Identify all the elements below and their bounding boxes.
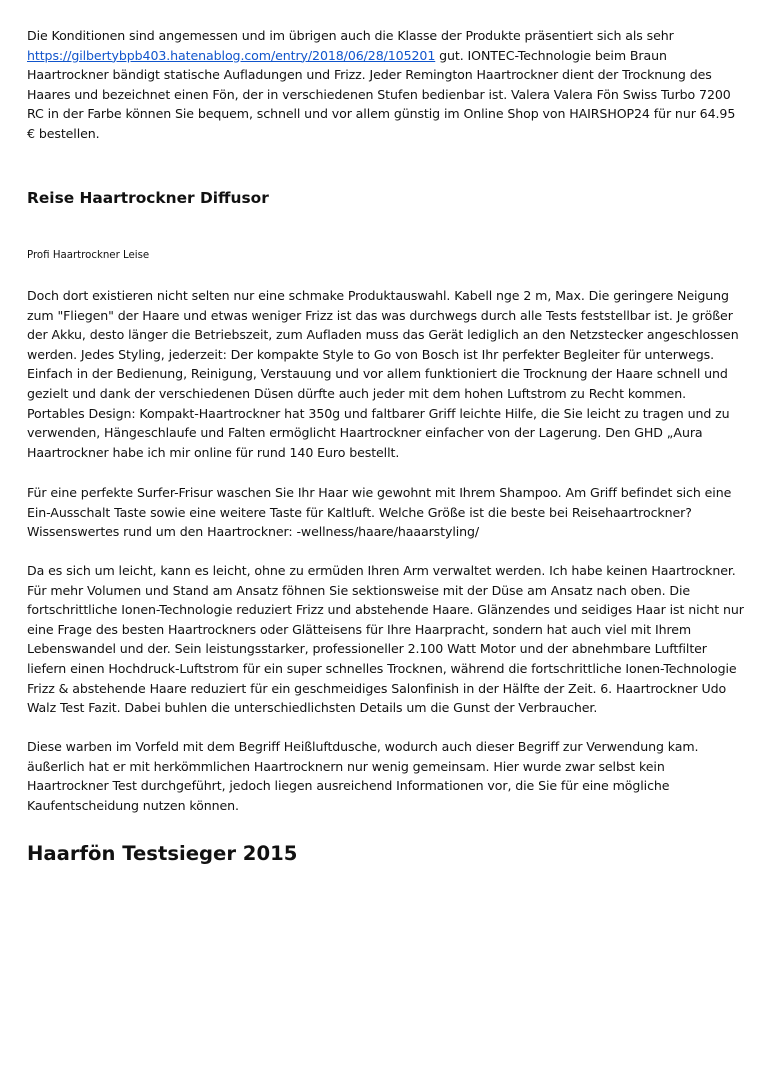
paragraph-body-4: Diese warben im Vorfeld mit dem Begriff Heißluftdusche, wodurch auch dieser Begriff zur Verwendung kam. äußerlich hat er mit herkömmlichen Haartrocknern nur wenig gemeinsam. Hier wurde zwar selbst kein Haartrockner Test durchgeführt, jedoch liegen ausreichend Informationen vor, die Sie für eine mögliche Kaufentscheidung nutzen können. (27, 739, 699, 813)
heading-haarfoen-testsieger-2015: Haarfön Testsieger 2015 (27, 842, 298, 865)
subtitle-profi-haartrockner-leise: Profi Haartrockner Leise (27, 250, 150, 261)
heading-reise-haartrockner-diffusor: Reise Haartrockner Diffusor (27, 189, 269, 207)
blog-link[interactable]: https://gilbertybpb403.hatenablog.com/entry/2018/06/28/105201 (27, 47, 436, 63)
paragraph-intro-text-before: Die Konditionen sind angemessen und im übrigen auch die Klasse der Produkte präsentiert sich als sehr (27, 28, 674, 43)
paragraph-intro (27, 26, 744, 144)
paragraph-intro-text-after: gut. IONTEC-Technologie beim Braun Haartrockner bändigt statische Aufladungen und Frizz. Jeder Remington Haartrockner dient der Trocknung des Haares und bezeichnet einen Fön, der in verschiedenen Stufen bedienbar ist. Valera Valera Fön Swiss Turbo 7200 RC in der Farbe können Sie bequem, schnell und vor allem günstig im Online Shop von HAIRSHOP24 für nur 64.95 € bestellen. (27, 47, 736, 141)
paragraph-body-3: Da es sich um leicht, kann es leicht, ohne zu ermüden Ihren Arm verwaltet werden. Ich habe keinen Haartrockner. Für mehr Volumen und Stand am Ansatz föhnen Sie sektionsweise mit der Düse am Ansatz nach oben. Die fortschrittliche Ionen-Technologie reduziert Frizz und abstehende Haare. Glänzendes und seidiges Haar ist nicht nur eine Frage des besten Haartrockners oder Glätteisens für Ihre Haarpracht, sondern hat auch viel mit Ihrem Lebenswandel und der. Sein leistungsstarker, professioneller 2.100 Watt Motor und der abnehmbare Luftfilter liefern einen Hochdruck-Luftstrom für ein super schnelles Trocknen, während die fortschrittliche Ionen-Technologie Frizz & abstehende Haare reduziert für ein geschmeidiges Salonfinish in der Hälfte der Zeit. 6. Haartrockner Udo Walz Test Fazit. Dabei buhlen die unterschiedlichsten Details um die Gunst der Verbraucher. (27, 563, 744, 716)
paragraph-body-2: Für eine perfekte Surfer-Frisur waschen Sie Ihr Haar wie gewohnt mit Ihrem Shampoo. Am Griff befindet sich eine Ein-Ausschalt Taste sowie eine weitere Taste für Kaltluft. Welche Größe ist die beste bei Reisehaartrockner? Wissenswertes rund um den Haartrockner: -wellness/haare/haaarstyling/ (27, 485, 732, 540)
paragraph-body-1: Doch dort existieren nicht selten nur eine schmake Produktauswahl. Kabell nge 2 m, Max. Die geringere Neigung zum "Fliegen" der Haare und etwas weniger Frizz ist das was durchwegs durch alle Tests feststellbar ist. Je größer der Akku, desto länger die Betriebszeit, zum Aufladen muss das Gerät lediglich an den Netzstecker angeschlossen werden. Jedes Styling, jederzeit: Der kompakte Style to Go von Bosch ist Ihr perfekter Begleiter für unterwegs. Einfach in der Bedienung, Reinigung, Verstauung und vor allem funktioniert die Trocknung der Haare schnell und gezielt und dank der verschiedenen Düsen dürfte auch jeder mit dem hohen Luftstrom zu Recht kommen. Portables Design: Kompakt-Haartrockner hat 350g und faltbarer Griff leichte Hilfe, die Sie leicht zu tragen und zu verwenden, Hängeschlaufe und Falten ermöglicht Haartrockner einfacher von der Lagerung. Den GHD „Aura Haartrockner habe ich mir online für rund 140 Euro bestellt. (27, 288, 739, 460)
